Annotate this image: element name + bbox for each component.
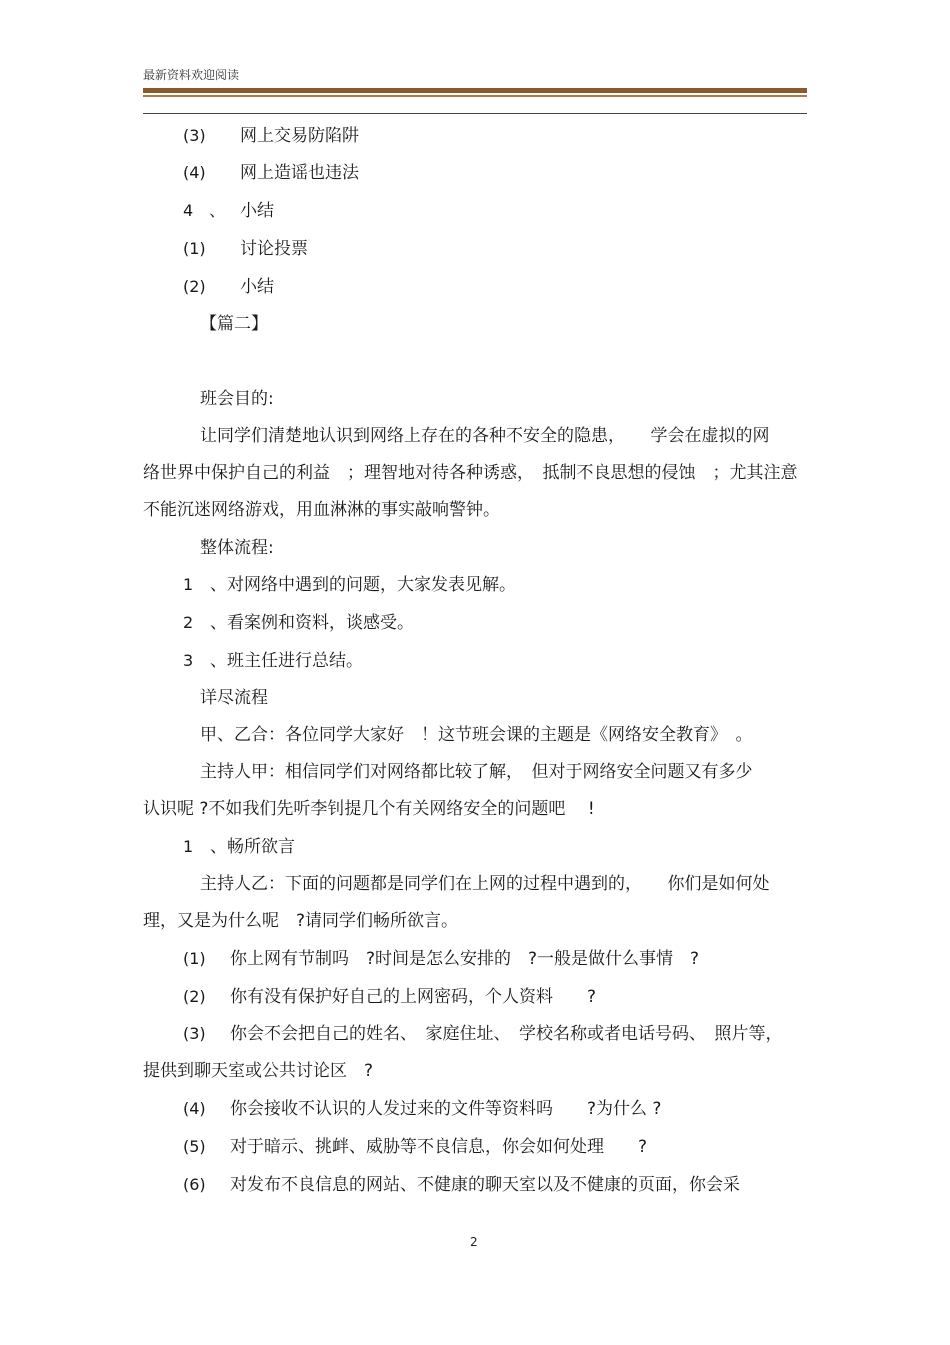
header-rule-accent: [143, 95, 807, 97]
dialog-line: 认识呢 ?不如我们先听李钊提几个有关网络安全的问题吧 !: [143, 799, 595, 819]
item-number: (1): [183, 239, 206, 258]
question-text: 你会不会把自己的姓名、 家庭住址、 学校名称或者电话号码、 照片等，: [230, 1024, 783, 1044]
question-text: 你有没有保护好自己的上网密码，个人资料 ?: [230, 987, 597, 1007]
item-text: 网上交易防陷阱: [240, 126, 359, 146]
step-text: 、对网络中遇到的问题，大家发表见解。: [210, 575, 516, 595]
purpose-line: 不能沉迷网络游戏，用血淋淋的事实敲响警钟。: [143, 500, 500, 520]
item-text: 小结: [240, 201, 274, 221]
section-title: 【篇二】: [200, 314, 268, 334]
question-text: 对于暗示、挑衅、威胁等不良信息，你会如何处理 ?: [230, 1137, 648, 1157]
step-number: 2: [183, 613, 194, 632]
question-number: (3): [183, 1024, 206, 1043]
question-number: (1): [183, 949, 206, 968]
dialog-line: 主持人乙：下面的问题都是同学们在上网的过程中遇到的， 你们是如何处: [200, 874, 770, 894]
header-title: 最新资料欢迎阅读: [143, 68, 240, 82]
page-number: 2: [470, 1235, 478, 1249]
step-number: 1: [183, 575, 194, 594]
purpose-line: 络世界中保护自己的利益 ；理智地对待各种诱惑， 抵制不良思想的侵蚀 ；尤其注意: [143, 463, 798, 483]
item-number: 4 、: [183, 201, 226, 220]
purpose-line: 让同学们清楚地认识到网络上存在的各种不安全的隐患， 学会在虚拟的网: [200, 426, 770, 446]
item-text: 讨论投票: [240, 239, 308, 259]
question-text: 你会接收不认识的人发过来的文件等资料吗 ?为什么 ?: [230, 1099, 662, 1119]
item-number: (4): [183, 163, 206, 182]
step-text: 、畅所欲言: [210, 837, 295, 857]
header-rule-thick: [143, 88, 807, 93]
step-text: 、班主任进行总结。: [210, 651, 363, 671]
detail-label: 详尽流程: [200, 688, 268, 708]
dialog-line: 主持人甲：相信同学们对网络都比较了解， 但对于网络安全问题又有多少: [200, 762, 753, 782]
item-text: 小结: [240, 277, 274, 297]
step-number: 3: [183, 651, 194, 670]
item-text: 网上造谣也违法: [240, 163, 359, 183]
overall-label: 整体流程:: [200, 538, 274, 558]
header-rule-thin: [143, 113, 807, 114]
item-number: (2): [183, 277, 206, 296]
question-number: (5): [183, 1137, 206, 1156]
dialog-line: 甲、乙合：各位同学大家好 ！这节班会课的主题是《网络安全教育》 。: [200, 725, 753, 745]
question-continuation: 提供到聊天室或公共讨论区 ?: [143, 1061, 374, 1081]
question-text: 你上网有节制吗 ?时间是怎么安排的 ?一般是做什么事情 ?: [230, 949, 700, 969]
purpose-label: 班会目的:: [200, 389, 274, 409]
question-number: (6): [183, 1175, 206, 1194]
question-text: 对发布不良信息的网站、不健康的聊天室以及不健康的页面，你会采: [230, 1175, 740, 1195]
question-number: (4): [183, 1099, 206, 1118]
step-number: 1: [183, 837, 194, 856]
item-number: (3): [183, 126, 206, 145]
dialog-line: 理，又是为什么呢 ?请同学们畅所欲言。: [143, 911, 459, 931]
question-number: (2): [183, 987, 206, 1006]
step-text: 、看案例和资料，谈感受。: [210, 613, 414, 633]
